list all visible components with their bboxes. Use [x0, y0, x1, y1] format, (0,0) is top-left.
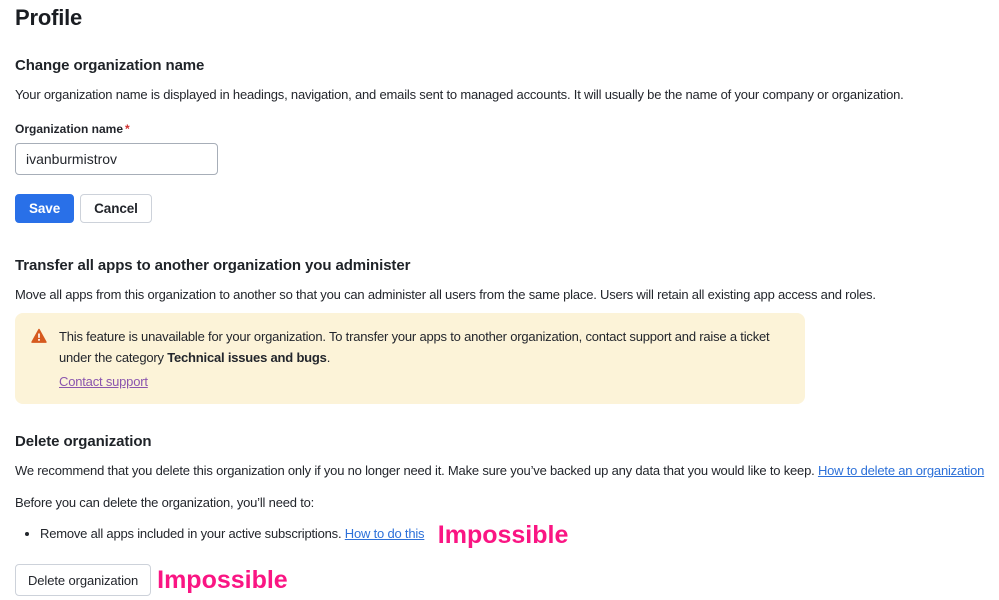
org-name-field	[15, 122, 990, 175]
org-name-label-text: Organization name	[15, 122, 124, 136]
delete-prerequisites-intro: Before you can delete the organization, you’ll need to:	[15, 495, 315, 510]
org-name-label	[15, 122, 990, 137]
profile-settings-page	[0, 4, 999, 596]
delete-org-description-text: We recommend that you delete this organization only if you no longer need it. Make sure you’ve backed up any data that you would like to keep.	[15, 463, 815, 478]
list-item	[40, 523, 990, 548]
warning-text-bold: Technical issues and bugs	[167, 350, 327, 365]
prerequisite-text: Remove all apps included in your active subscriptions.	[40, 526, 342, 541]
org-name-input[interactable]	[15, 143, 218, 175]
warning-triangle-icon	[31, 328, 47, 344]
contact-support-link[interactable]: Contact support	[59, 374, 148, 389]
rename-actions	[15, 194, 990, 223]
warning-text-end: .	[326, 350, 331, 365]
impossible-annotation: Impossible	[437, 521, 569, 549]
change-org-name-description: Your organization name is displayed in headings, navigation, and emails sent to managed accounts. It will usually be the name of your company or organization.	[15, 87, 904, 102]
warning-text-start: This feature is unavailable for your organization. To transfer your apps to another organization, contact support and raise a ticket under the category	[59, 329, 770, 365]
warning-banner	[15, 313, 805, 404]
prerequisites-list	[15, 523, 990, 548]
section-delete-org	[15, 432, 990, 596]
section-change-org-name	[15, 56, 990, 223]
required-asterisk: *	[125, 122, 130, 136]
save-button[interactable]: Save	[15, 194, 74, 223]
delete-actions	[15, 564, 990, 596]
impossible-annotation: Impossible	[157, 565, 288, 594]
how-to-do-this-link[interactable]: How to do this	[344, 526, 425, 541]
how-to-delete-link[interactable]: How to delete an organization	[817, 463, 985, 478]
delete-org-heading: Delete organization	[15, 433, 152, 450]
section-transfer-apps	[15, 256, 990, 404]
cancel-button[interactable]: Cancel	[80, 194, 152, 223]
warning-content	[59, 326, 789, 392]
warning-text	[59, 326, 789, 368]
change-org-name-heading: Change organization name	[15, 57, 205, 74]
page-title: Profile	[15, 5, 83, 30]
transfer-apps-description: Move all apps from this organization to another so that you can administer all users from the same place. Users will retain all existing app access and roles.	[15, 287, 876, 302]
transfer-apps-heading: Transfer all apps to another organization you administer	[15, 257, 411, 274]
delete-org-description	[15, 461, 990, 481]
delete-organization-button[interactable]: Delete organization	[15, 564, 151, 596]
